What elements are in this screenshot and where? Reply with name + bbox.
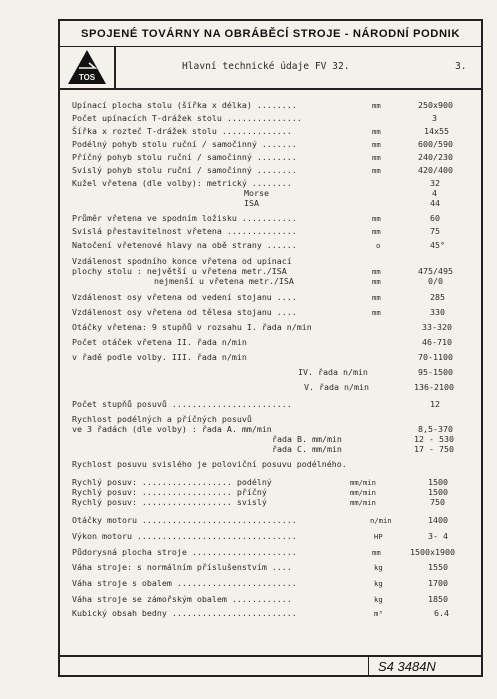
- spec-value: 6.4: [434, 608, 449, 618]
- spec-value: 70-1100: [418, 352, 453, 362]
- tos-logo: [60, 46, 116, 88]
- spec-value: 1700: [428, 578, 448, 588]
- spec-unit: kg: [374, 563, 383, 572]
- spec-label: Natočení vřetenové hlavy na obě strany ......: [72, 240, 297, 250]
- spec-value: 17 - 750: [414, 444, 454, 454]
- tos-logo-icon: [67, 49, 107, 85]
- spec-label: Vzdálenost spodního konce vřetena od upínací: [72, 256, 292, 266]
- spec-value: 1500: [428, 487, 448, 497]
- spec-value: 8,5-370: [418, 424, 453, 434]
- footer-row: [58, 655, 483, 677]
- spec-unit: mm/min: [350, 488, 376, 497]
- spec-value: 1400: [428, 515, 448, 525]
- spec-unit: mm: [372, 140, 381, 149]
- spec-unit: mm: [372, 548, 381, 557]
- spec-value: 46-710: [422, 337, 452, 347]
- spec-value: 1550: [428, 562, 448, 572]
- spec-unit: kg: [374, 595, 383, 604]
- spec-value: 240/230: [418, 152, 453, 162]
- spec-value: 285: [430, 292, 445, 302]
- spec-label: IV. řada n/min: [298, 367, 368, 377]
- spec-value: 1500x1900: [410, 547, 455, 557]
- spec-value: 4: [432, 188, 437, 198]
- spec-label: řada C. mm/min: [272, 444, 342, 454]
- spec-label: Kužel vřetena (dle volby): metrický ........: [72, 178, 292, 188]
- spec-label: Příčný pohyb stolu ruční / samočinný ........: [72, 152, 297, 162]
- spec-unit: mm: [372, 153, 381, 162]
- spec-label: Upínací plocha stolu (šířka x délka) ........: [72, 100, 297, 110]
- spec-label: plochy stolu : největší u vřetena metr./ISA: [72, 266, 287, 276]
- spec-label: Šířka x rozteč T-drážek stolu ..............: [72, 126, 292, 136]
- spec-label: Váha stroje se zámořským obalem ............: [72, 594, 292, 604]
- spec-label: Počet upínacích T-drážek stolu ...............: [72, 113, 302, 123]
- document-title: Hlavní technické údaje FV 32.: [182, 61, 350, 72]
- spec-value: 3: [432, 113, 437, 123]
- spec-label: ve 3 řadách (dle volby) : řada A. mm/min: [72, 424, 272, 434]
- spec-label: Půdorysná plocha stroje .....................: [72, 547, 297, 557]
- spec-value: 600/590: [418, 139, 453, 149]
- spec-label: Váha stroje s obalem ........................: [72, 578, 297, 588]
- spec-value: 3- 4: [428, 531, 448, 541]
- spec-label: nejmenší u vřetena metr./ISA: [154, 276, 294, 286]
- spec-label: Výkon motoru ................................: [72, 531, 297, 541]
- spec-label: Počet otáček vřetena II. řada n/min: [72, 337, 247, 347]
- spec-value: 1850: [428, 594, 448, 604]
- spec-label: Otáčky vřetena: 9 stupňů v rozsahu I. řada n/min: [72, 322, 312, 332]
- spec-value: 12 - 530: [414, 434, 454, 444]
- spec-label: Rychlý posuv: .................. podélný: [72, 477, 272, 487]
- spec-unit: mm/min: [350, 498, 376, 507]
- spec-label: Rychlý posuv: .................. příčný: [72, 487, 267, 497]
- company-name: SPOJENÉ TOVÁRNY NA OBRÁBĚCÍ STROJE - NÁRODNÍ PODNIK: [80, 27, 461, 40]
- spec-value: 95-1500: [418, 367, 453, 377]
- spec-value: 75: [430, 226, 440, 236]
- spec-value: 14x55: [424, 126, 449, 136]
- spec-value: 330: [430, 307, 445, 317]
- spec-value: 475/495: [418, 266, 453, 276]
- spec-unit: mm: [372, 227, 381, 236]
- spec-unit: mm: [372, 267, 381, 276]
- document-code: S4 3484N: [378, 659, 436, 674]
- spec-unit: mm: [372, 127, 381, 136]
- header-row: [58, 46, 483, 90]
- spec-unit: n/min: [370, 516, 392, 525]
- spec-value: 0/0: [428, 276, 443, 286]
- spec-label: v řadě podle volby. III. řada n/min: [72, 352, 247, 362]
- spec-label: Rychlý posuv: .................. svislý: [72, 497, 267, 507]
- page-number: 3.: [455, 61, 467, 72]
- footer-divider: [368, 657, 369, 675]
- spec-value: 750: [430, 497, 445, 507]
- spec-value: 60: [430, 213, 440, 223]
- spec-unit: HP: [374, 532, 383, 541]
- spec-value: 45°: [430, 240, 445, 250]
- company-banner: [58, 19, 483, 47]
- spec-label: ISA: [244, 198, 259, 208]
- spec-unit: mm: [372, 308, 381, 317]
- spec-value: 420/400: [418, 165, 453, 175]
- spec-label: Vzdálenost osy vřetena od vedení stojanu ....: [72, 292, 297, 302]
- spec-label: Podélný pohyb stolu ruční / samočinný .......: [72, 139, 297, 149]
- spec-unit: m³: [374, 609, 383, 618]
- spec-value: 32: [430, 178, 440, 188]
- spec-unit: kg: [374, 579, 383, 588]
- spec-unit: mm: [372, 166, 381, 175]
- spec-value: 44: [430, 198, 440, 208]
- spec-label: Vzdálenost osy vřetena od tělesa stojanu ....: [72, 307, 297, 317]
- spec-value: 12: [430, 399, 440, 409]
- spec-label: Rychlost posuvu svislého je poloviční posuvu podélného.: [72, 459, 347, 469]
- spec-label: Rychlost podélných a příčných posuvů: [72, 414, 252, 424]
- spec-value: 136-2100: [414, 382, 454, 392]
- spec-value: 33-320: [422, 322, 452, 332]
- logo-text: TOS: [78, 73, 96, 82]
- spec-unit: mm: [372, 101, 381, 110]
- spec-label: Kubický obsah bedny .........................: [72, 608, 297, 618]
- spec-unit: mm/min: [350, 478, 376, 487]
- spec-label: Průměr vřetena ve spodním ložisku ...........: [72, 213, 297, 223]
- spec-label: Svislý pohyb stolu ruční / samočinný ........: [72, 165, 297, 175]
- spec-label: řada B. mm/min: [272, 434, 342, 444]
- spec-label: Otáčky motoru ...............................: [72, 515, 297, 525]
- spec-unit: mm: [372, 277, 381, 286]
- spec-label: Váha stroje: s normálním příslušenstvím ....: [72, 562, 292, 572]
- spec-label: Počet stupňů posuvů ........................: [72, 399, 292, 409]
- spec-unit: mm: [372, 214, 381, 223]
- spec-label: Svislá přestavitelnost vřetena ..............: [72, 226, 297, 236]
- spec-label: V. řada n/min: [304, 382, 369, 392]
- spec-value: 250x900: [418, 100, 453, 110]
- spec-value: 1500: [428, 477, 448, 487]
- spec-unit: mm: [372, 293, 381, 302]
- spec-label: Morse: [244, 188, 269, 198]
- spec-unit: o: [376, 241, 381, 250]
